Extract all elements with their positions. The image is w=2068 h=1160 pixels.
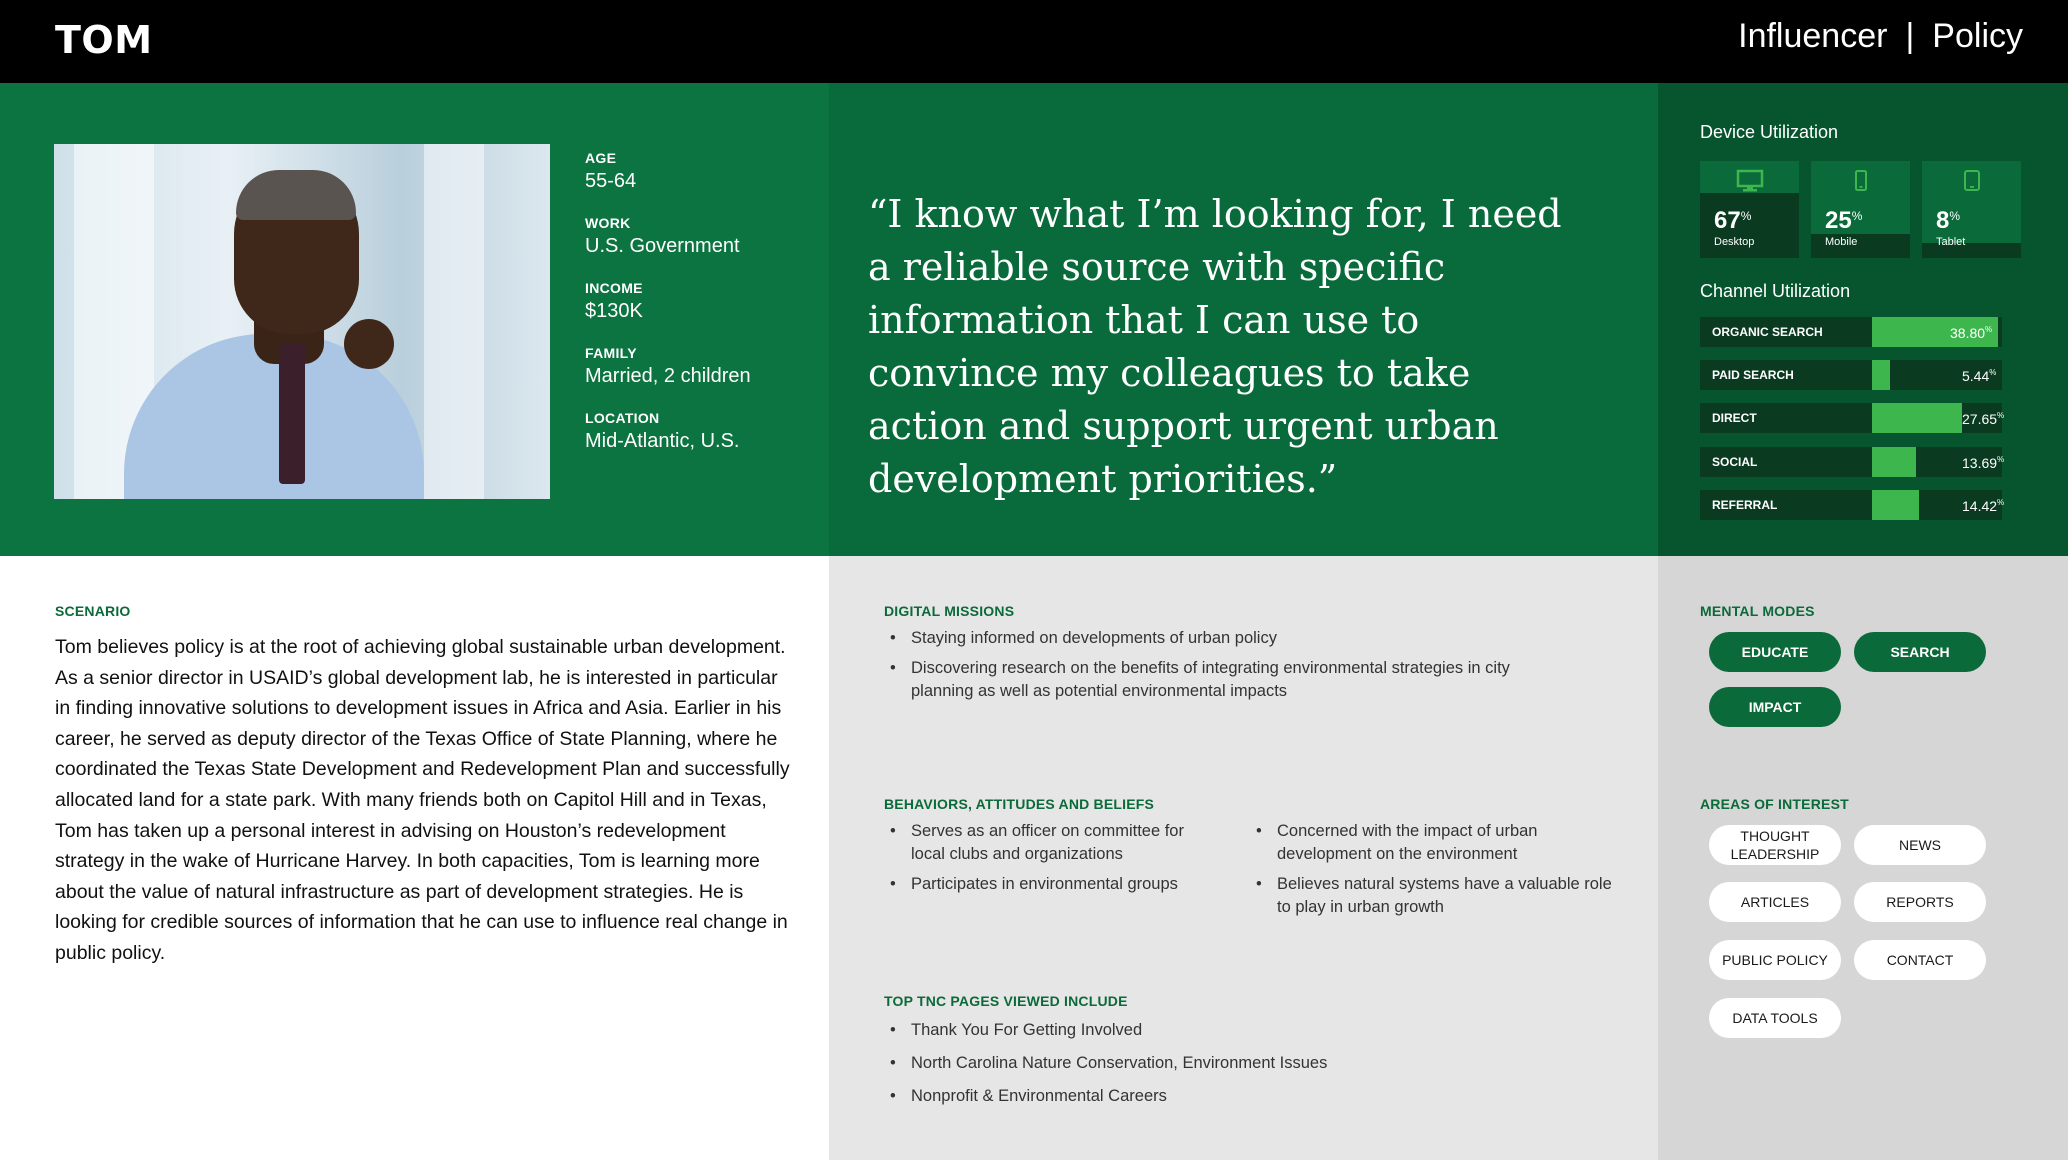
list-item: • Staying informed on developments of urban policy: [884, 627, 1564, 650]
channel-label: DIRECT: [1700, 403, 1872, 433]
list-item: • Serves as an officer on committee for local clubs and organizations: [884, 820, 1214, 866]
persona-type: Influencer: [1738, 17, 1888, 55]
fact-location: [585, 410, 815, 453]
channel-bar: [1872, 447, 1916, 477]
fact-label: FAMILY: [585, 345, 637, 361]
fact-label: INCOME: [585, 280, 643, 296]
channel-organic-search: [1700, 317, 2002, 347]
device-tablet: [1922, 161, 2021, 258]
device-value: 67%: [1714, 207, 1752, 234]
device-value: 8%: [1936, 207, 1961, 234]
persona-tags: [1738, 17, 2023, 56]
areas-of-interest-title: AREAS OF INTEREST: [1700, 796, 1849, 812]
behaviors-title: BEHAVIORS, ATTITUDES AND BELIEFS: [884, 796, 1155, 812]
persona-photo: [54, 144, 550, 499]
fact-label: WORK: [585, 215, 631, 231]
fact-label: AGE: [585, 150, 617, 166]
channel-direct: [1700, 403, 2005, 433]
fact-income: [585, 280, 815, 323]
fact-value: Married, 2 children: [585, 365, 751, 387]
channel-label: SOCIAL: [1700, 447, 1872, 477]
digital-missions-title: DIGITAL MISSIONS: [884, 603, 1015, 619]
list-item: • North Carolina Nature Conservation, Environment Issues: [884, 1052, 1564, 1075]
scenario-text: Tom believes policy is at the root of achieving global sustainable urban development. As a senior director in USAID’s global development lab, he is interested in particular in finding innovative solutions to development issues in Africa and Asia. Earlier in his career, he served as deputy director of the Texas Office of State Planning, where he coordinated the Texas State Development and Redevelopment Plan and successfully allocated land for a state park. With many friends both on Capitol Hill and in Texas, Tom has taken up a personal interest in advising on Houston’s redevelopment strategy in the wake of Hurricane Harvey. In both capacities, Tom is learning more about the value of natural infrastructure as part of development strategies. He is looking for credible sources of information that he can use to influence real change in public policy.: [55, 636, 790, 964]
interest-thought-leadership: THOUGHT LEADERSHIP: [1709, 825, 1841, 865]
fact-family: [585, 345, 815, 388]
channel-value: 27.65%: [1962, 411, 2005, 427]
interest-public-policy: PUBLIC POLICY: [1709, 940, 1841, 980]
mental-modes-title: MENTAL MODES: [1700, 603, 1815, 619]
mode-impact: IMPACT: [1709, 687, 1841, 727]
list-item: • Participates in environmental groups: [884, 873, 1214, 896]
channel-utilization-title: Channel Utilization: [1700, 281, 1851, 301]
device-desktop: [1700, 161, 1799, 258]
persona-name: TOM: [55, 18, 153, 62]
interest-data-tools: DATA TOOLS: [1709, 998, 1841, 1038]
persona-quote: “I know what I’m looking for, I need a reliable source with specific information that I can use to convince my colleagues to take action and support urgent urban development priorities.”: [868, 192, 1562, 501]
fact-value: $130K: [585, 300, 643, 322]
digital-missions-list: [884, 627, 1564, 703]
mobile-icon: [1854, 169, 1868, 198]
fact-age: [585, 150, 815, 193]
behaviors-list-col1: [884, 820, 1214, 896]
top-pages-list: [884, 1019, 1564, 1108]
interest-reports: REPORTS: [1854, 882, 1986, 922]
mode-search: SEARCH: [1854, 632, 1986, 672]
tag-separator: |: [1905, 17, 1915, 55]
device-utilization-title: Device Utilization: [1700, 122, 1839, 142]
channel-value: 14.42%: [1962, 498, 2005, 514]
device-utilization: [1700, 161, 2022, 258]
list-item: • Nonprofit & Environmental Careers: [884, 1085, 1564, 1108]
mode-educate: EDUCATE: [1709, 632, 1841, 672]
channel-value: 38.80%: [1950, 325, 1993, 341]
top-pages-title: TOP TNC PAGES VIEWED INCLUDE: [884, 993, 1128, 1009]
desktop-icon: [1736, 169, 1764, 198]
channel-social: [1700, 447, 2005, 477]
fact-label: LOCATION: [585, 410, 660, 426]
fact-value: Mid-Atlantic, U.S.: [585, 430, 740, 452]
channel-bar: [1872, 403, 1962, 433]
interest-news: NEWS: [1854, 825, 1986, 865]
channel-label: REFERRAL: [1700, 490, 1872, 520]
channel-bar: [1872, 360, 1890, 390]
channel-referral: [1700, 490, 2005, 520]
fact-work: [585, 215, 815, 258]
device-value: 25%: [1825, 207, 1863, 234]
fact-value: U.S. Government: [585, 235, 740, 257]
header-bar: [0, 0, 2068, 83]
fact-value: 55-64: [585, 170, 637, 192]
list-item: • Believes natural systems have a valuable role to play in urban growth: [1250, 873, 1620, 919]
persona-facts: [585, 150, 815, 475]
device-label: Mobile: [1825, 236, 1858, 248]
scenario-title: SCENARIO: [55, 603, 131, 619]
device-mobile: [1811, 161, 1910, 258]
interest-articles: ARTICLES: [1709, 882, 1841, 922]
channel-label: PAID SEARCH: [1700, 360, 1872, 390]
channel-value: 5.44%: [1962, 368, 1997, 384]
list-item: • Concerned with the impact of urban development on the environment: [1250, 820, 1620, 866]
persona-segment: Policy: [1932, 17, 2023, 55]
channel-value: 13.69%: [1962, 455, 2005, 471]
channel-paid-search: [1700, 360, 2002, 390]
channel-bar: [1872, 490, 1919, 520]
list-item: • Discovering research on the benefits of integrating environmental strategies in city planning as well as potential environmental impacts: [884, 657, 1564, 703]
channel-label: ORGANIC SEARCH: [1700, 317, 1872, 347]
tablet-icon: [1963, 169, 1981, 198]
behaviors-list-col2: [1250, 820, 1620, 919]
list-item: • Thank You For Getting Involved: [884, 1019, 1564, 1042]
device-label: Desktop: [1714, 236, 1755, 248]
device-label: Tablet: [1936, 236, 1966, 248]
interest-contact: CONTACT: [1854, 940, 1986, 980]
